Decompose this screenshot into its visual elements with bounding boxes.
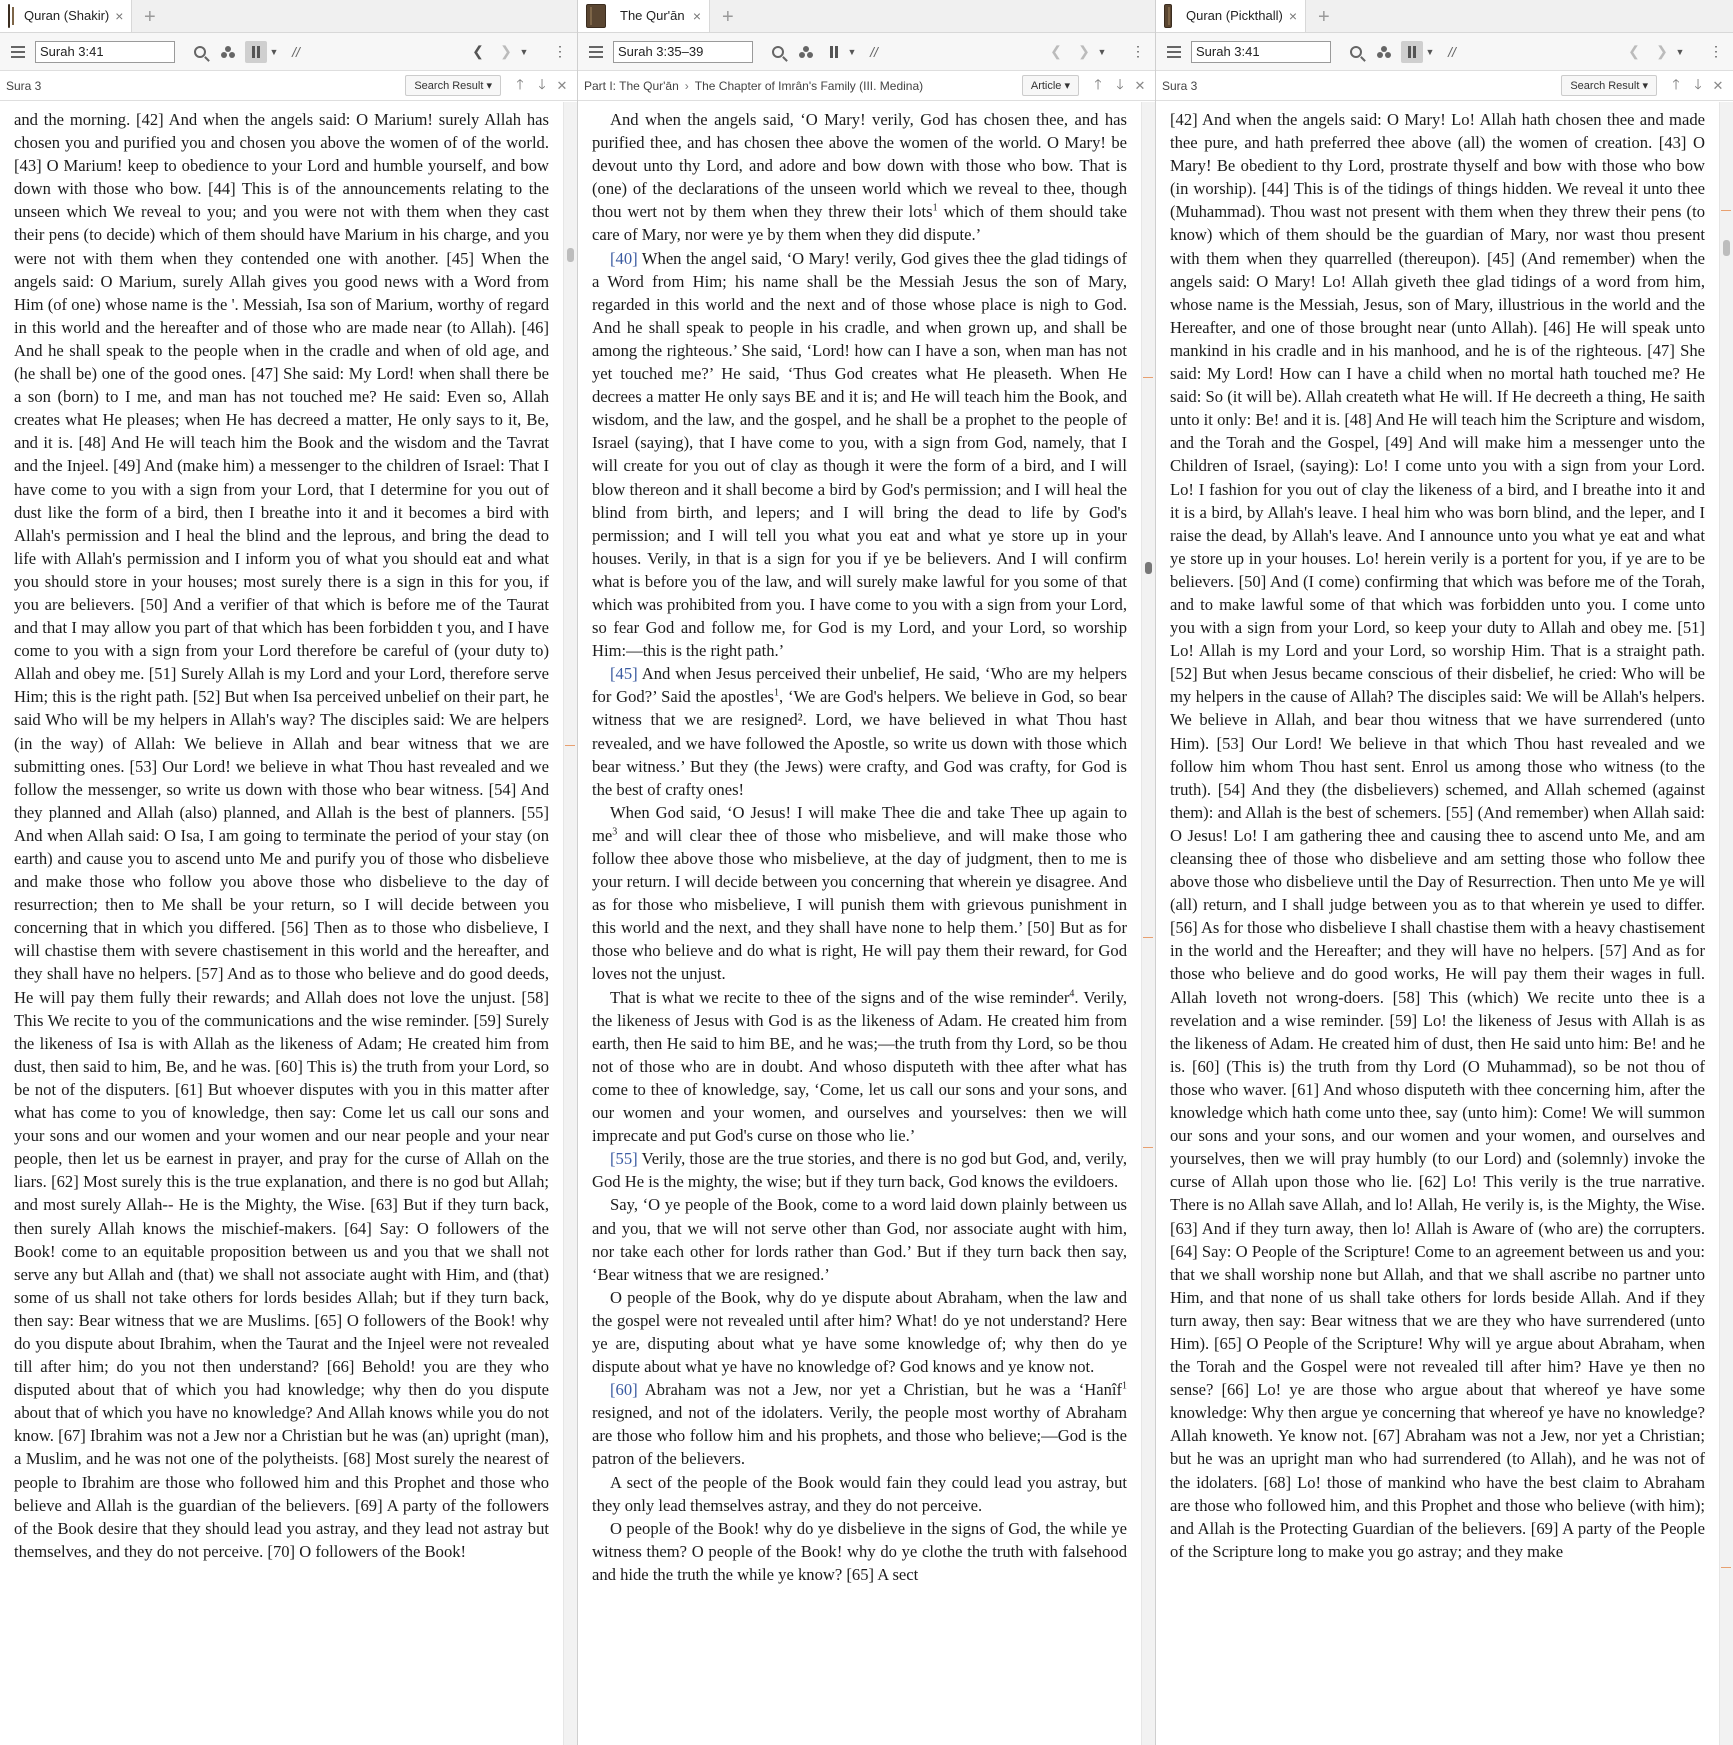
vertical-scrollbar[interactable]	[1719, 102, 1733, 1745]
close-panel-icon[interactable]: ✕	[1134, 77, 1146, 93]
location-label: Sura 3	[6, 78, 42, 93]
forward-arrow-icon[interactable]: ❯	[1078, 43, 1090, 59]
down-arrow-icon[interactable]: 🡓	[1116, 75, 1124, 92]
tab-quran-shakir[interactable]	[0, 0, 132, 32]
forward-arrow-icon[interactable]: ❯	[500, 43, 512, 59]
footnote-marker[interactable]: 3	[612, 826, 618, 838]
book-icon	[1164, 4, 1172, 28]
scroll-marker	[1143, 1147, 1153, 1148]
columns-dropdown-icon[interactable]: ▼	[1425, 46, 1435, 57]
tab-strip	[0, 0, 577, 33]
up-arrow-icon[interactable]: 🡑	[1094, 75, 1102, 92]
columns-button[interactable]	[823, 41, 845, 63]
scripture-paragraph	[592, 1286, 1127, 1378]
history-dropdown-icon[interactable]: ▼	[1675, 46, 1685, 57]
people-icon	[799, 46, 813, 58]
menu-icon[interactable]	[1167, 46, 1181, 58]
paragraph-text-continued: . Verily, the likeness of Jesus with God is as the likeness of Adam. He created him from earth, then He said to him BE, and he was;—the truth from thy Lord, so be thou not of those who are in doubt. And whoso disputeth with thee after what has come to thee of knowledge, say, ‘Come, let us call our sons and your sons, and our women and your women, and ourselves and yourselves: then we will imprecate and put God's curse on those who lie.’	[592, 987, 1127, 1146]
reference-input[interactable]	[35, 41, 175, 63]
back-arrow-icon[interactable]: ❮	[1050, 43, 1062, 59]
breadcrumb-chapter[interactable]: The Chapter of Imrân's Family (III. Medina)	[694, 78, 924, 93]
tab-close-icon[interactable]: ×	[115, 7, 124, 24]
search-button[interactable]	[189, 41, 211, 63]
tab-label: The Qur'ān	[620, 8, 685, 23]
columns-icon	[252, 46, 260, 58]
scroll-marker	[1721, 1567, 1731, 1568]
history-dropdown-icon[interactable]: ▼	[1097, 46, 1107, 57]
paragraph-text-continued: , ‘We are God's helpers. We believe in God, so bear witness that we are resigned². Lord, we have believed in what Thou hast revealed, and we have followed the Apostle, so write us down with those which bear witness.’ But they (the Jews) were crafty, and God was crafty, for God is the best of crafty ones!	[592, 687, 1128, 799]
menu-icon[interactable]	[589, 46, 603, 58]
verse-number-link[interactable]: [45]	[610, 664, 638, 684]
breadcrumb-separator-icon: ›	[684, 78, 689, 93]
search-icon	[194, 46, 206, 58]
people-button[interactable]	[1373, 41, 1395, 63]
people-icon	[1377, 46, 1391, 58]
reference-input[interactable]	[1191, 41, 1331, 63]
scripture-paragraph	[592, 1147, 1127, 1193]
footnote-marker[interactable]: 1	[774, 687, 780, 699]
back-arrow-icon[interactable]: ❮	[1628, 43, 1640, 59]
reference-input[interactable]	[613, 41, 753, 63]
scroll-marker	[1721, 210, 1731, 211]
more-options-icon[interactable]: ⋮	[553, 43, 567, 59]
more-options-icon[interactable]: ⋮	[1709, 43, 1723, 59]
columns-icon	[1408, 46, 1416, 58]
paragraph-text: A sect of the people of the Book would fain they could lead you astray, but they only lead themselves astray, and they do not perceive.	[592, 1472, 1127, 1515]
close-panel-icon[interactable]: ✕	[1712, 77, 1724, 93]
tab-close-icon[interactable]: ×	[692, 7, 701, 24]
search-icon	[1350, 46, 1362, 58]
toolbar	[578, 33, 1155, 71]
article-dropdown[interactable]: Article ▾	[1022, 75, 1079, 96]
text-view[interactable]	[0, 102, 563, 1745]
link-icon[interactable]: //	[292, 43, 300, 60]
tab-strip	[578, 0, 1155, 33]
book-icon	[8, 4, 10, 28]
scrollbar-thumb[interactable]	[1145, 562, 1152, 574]
search-result-dropdown[interactable]: Search Result ▾	[405, 75, 501, 96]
paragraph-text: O people of the Book! why do ye disbelieve in the signs of God, the while ye witness them? O people of the Book! why do ye clothe the truth with falsehood and hide the truth the while ye know? [65] A sect	[592, 1518, 1127, 1584]
paragraph-text: When the angel said, ‘O Mary! verily, God gives thee the glad tidings of a Word from Him; his name shall be the Messiah Jesus the son of Mary, regarded in this world and the next and of those whose place is nigh to God. And he shall speak to people in his cradle, and when grown up, and shall be among the righteous.’ She said, ‘Lord! how can I have a son, when man has not yet touched me?’ He said, ‘Thus God creates what He pleaseth. When He decrees a matter He only says BE and it is; and He will teach him the Book, and wisdom, and the law, and the gospel, and he shall be a prophet to the people of Israel (saying), that I have come to you, with a sign from God, namely, that I will create for you out of clay as though it were the form of a bird, and I will blow thereon and it shall become a bird by God's permission; and I will heal the blind from birth, and lepers; and I will bring the dead to life by God's permission; and I will tell you what you eat and what ye store up in your houses. Verily, in that is a sign for you if ye be believers. And I will confirm what is before you of the law, and will surely make lawful for you some of that which was prohibited from you. I have come to you with a sign from your Lord, so fear God and follow me, for God is my Lord, and your Lord, so worship Him:—this is the right path.’	[592, 248, 1127, 661]
forward-arrow-icon[interactable]: ❯	[1656, 43, 1668, 59]
tab-label: Quran (Shakir)	[24, 8, 110, 23]
paragraph-text: And when Jesus perceived their unbelief, He said, ‘Who are my helpers for God?’ Said the apostles	[592, 664, 1127, 707]
scripture-paragraph	[592, 1193, 1127, 1285]
paragraph-text: O people of the Book, why do ye dispute about Abraham, when the law and the gospel were not revealed until after him? What! do ye not understand? Here ye are, disputing about what ye have some knowledge of; why then do ye dispute about what ye have no knowledge of? God knows and ye know not.	[592, 1287, 1127, 1377]
search-button[interactable]	[1345, 41, 1367, 63]
tab-quran-pickthall[interactable]	[1156, 0, 1306, 32]
people-button[interactable]	[795, 41, 817, 63]
tab-strip	[1156, 0, 1733, 33]
new-tab-button[interactable]: +	[144, 6, 156, 28]
down-arrow-icon[interactable]: 🡓	[538, 75, 546, 92]
tab-the-quran[interactable]	[578, 0, 710, 32]
location-label: Sura 3	[1162, 78, 1198, 93]
toolbar	[0, 33, 577, 71]
scrollbar-thumb[interactable]	[1723, 240, 1730, 256]
columns-button[interactable]	[245, 41, 267, 63]
nav-bar	[1156, 71, 1733, 101]
history-dropdown-icon[interactable]: ▼	[519, 46, 529, 57]
more-options-icon[interactable]: ⋮	[1131, 43, 1145, 59]
columns-button[interactable]	[1401, 41, 1423, 63]
paragraph-text-continued: and will clear thee of those who misbelieve, and will make those who follow thee above those who misbelieve, at the day of judgment, then to me is your return. I will decide between you concerning that wherein ye disagree. And as for those who misbelieve, I will punish them with grievous punishment in this world and the next, and they shall have none to help them.’ [50] But as for those who believe and do what is right, He will pay them their reward, for God loves not the unjust.	[592, 825, 1127, 984]
scrollbar-thumb[interactable]	[567, 248, 574, 262]
scroll-marker	[1143, 377, 1153, 378]
paragraph-text: Verily, those are the true stories, and there is no god but God, and, verily, God He is the mighty, the wise; but if they turn back, God knows the evildoers.	[592, 1149, 1127, 1192]
paragraph-text: That is what we recite to thee of the signs and of the wise reminder	[610, 987, 1070, 1007]
scripture-paragraph	[592, 986, 1127, 1148]
vertical-scrollbar[interactable]	[1141, 102, 1155, 1745]
scripture-paragraph	[592, 1517, 1127, 1586]
down-arrow-icon[interactable]: 🡓	[1694, 75, 1702, 92]
paragraph-text: Say, ‘O ye people of the Book, come to a word laid down plainly between us and you, that we will not serve other than God, nor associate aught with him, nor take each other for lords rather than God.’ But if they turn back then say, ‘Bear witness that we are resigned.’	[592, 1195, 1127, 1284]
link-icon[interactable]: //	[870, 43, 878, 60]
scripture-paragraph	[592, 1471, 1127, 1517]
footnote-marker[interactable]: 4	[1069, 988, 1075, 1000]
pane-pickthall	[1156, 0, 1733, 1745]
scroll-marker	[565, 745, 575, 746]
nav-bar	[0, 71, 577, 101]
columns-dropdown-icon[interactable]: ▼	[269, 46, 279, 57]
paragraph-text: When God said, ‘O Jesus! I will make Thee die and take Thee up again to me	[592, 802, 1127, 845]
scroll-marker	[1143, 937, 1153, 938]
search-icon	[772, 46, 784, 58]
scripture-paragraph	[592, 662, 1127, 801]
verse-number-link[interactable]: [60]	[610, 1380, 638, 1400]
breadcrumb-part[interactable]: Part I: The Qur'ān	[584, 78, 679, 93]
paragraph-text: Abraham was not a Jew, nor yet a Christian, but he was a ‘Hanîf	[637, 1380, 1122, 1400]
up-arrow-icon[interactable]: 🡑	[516, 75, 524, 92]
verse-number-link[interactable]: [55]	[610, 1149, 638, 1169]
search-result-dropdown[interactable]: Search Result ▾	[1561, 75, 1657, 96]
scripture-paragraph	[592, 801, 1127, 986]
verse-number-link[interactable]: [40]	[610, 248, 638, 268]
search-button[interactable]	[767, 41, 789, 63]
footnote-marker[interactable]: 1	[932, 202, 938, 214]
new-tab-button[interactable]: +	[722, 6, 734, 28]
pane-shakir	[0, 0, 578, 1745]
toolbar	[1156, 33, 1733, 71]
scripture-text: [42] And when the angels said: O Mary! Lo! Allah hath chosen thee and made thee pure, and hath preferred thee above (all) the women of creation. [43] O Mary! Be obedient to thy Lord, prostrate thyself and bow with those who bow (in worship). [44] This is of the tidings of things hidden. We reveal it unto thee (Muhammad). Thou wast not present with them when they threw their pens (to know) which of them should be the guardian of Mary, nor wast thou present with them when they quarrelled (thereupon). [45] (And remember) when the angels said: O Mary! Lo! Allah giveth thee glad tidings of a word from him, whose name is the Messiah, Jesus, son of Mary, illustrious in the world and the Hereafter, and one of those brought near (unto Allah). [46] He will speak unto mankind in his cradle and in his manhood, and he is of the righteous. [47] She said: My Lord! How can I have a child when no mortal hath touched me? He said: So (it will be). Allah createth what He will. If He decreeth a thing, He saith unto it only: Be! and it is. [48] And He will teach him the Scripture and wisdom, and the Torah and the Gospel, [49] And will make him a messenger unto the Children of Israel, (saying): Lo! I come unto you with a sign from your Lord. Lo! I fashion for you out of clay the likeness of a bird, and I breathe into it and it is a bird, by Allah's leave. I heal him who was born blind, and the leper, and I raise the dead, by Allah's leave. And I announce unto you what ye eat and what ye store up in your houses. Lo! herein verily is a portent for you, if ye are to be believers. [50] And (I come) confirming that which was before me of the Torah, and to make lawful some of that which was forbidden unto you. I come unto you with a sign from your Lord, so keep your duty to Allah and obey me. [51] Lo! Allah is my Lord and your Lord, so worship Him. That is a straight path. [52] But when Jesus became conscious of their disbelief, he cried: Who will be my helpers in the cause of Allah? The disciples said: We will be Allah's helpers. We believe in Allah, and bear thou witness that we have surrendered (unto Him). [53] Our Lord! We believe in that which Thou hast revealed and we follow him whom Thou hast sent. Enrol us among those who witness (to the truth). [54] And they (the disbelievers) schemed, and Allah schemed (against them): and Allah is the best of schemers. [55] (And remember) when Allah said: O Jesus! Lo! I am gathering thee and causing thee to ascend unto Me, and am cleansing thee of those who disbelieve and am setting those who follow thee above those who disbelieve until the Day of Resurrection. Then unto Me ye will (all) return, and I shall judge between you as to that wherein ye used to differ. [56] As for those who disbelieve I shall chastise them with a heavy chastisement in the world and the Hereafter; and they will have no helpers. [57] And as for those who believe and do good works, He will pay them their wages in full. Allah loveth not wrong-doers. [58] This (which) We recite unto thee is a revelation and a wise reminder. [59] Lo! the likeness of Jesus with Allah is as the likeness of Adam. He created him of dust, then He said unto him: Be! and he is. [60] (This is) the truth from thy Lord (O Muhammad), so be not thou of those who waver. [61] And whoso disputeth with thee concerning him, after the knowledge which hath come unto thee, say (unto him): Come! We will summon our sons and your sons, and our women and your women, and ourselves and yourselves, then we will pray humbly (to our Lord) and (solemnly) invoke the curse of Allah upon those who lie. [62] Lo! This verily is the true narrative. There is no Allah save Allah, and lo! Allah, He verily is, is the Mighty, the Wise. [63] And if they turn away, then lo! Allah is Aware of (who are) the corrupters. [64] Say: O People of the Scripture! Come to an agreement between us and you: that we shall worship none but Allah, and that we shall ascribe no partner unto Him, and that none of us shall take others for lords beside Allah. And if they turn away, then say: Bear witness that we are they who have surrendered (unto Him). [65] O People of the Scripture! Why will ye argue about Abraham, when the Torah and the Gospel were not revealed till after him? Have ye then no sense? [66] Lo! ye are those who argue about that whereof ye have some knowledge: Why then argue ye concerning that whereof ye have no knowledge? Allah knoweth. Ye know not. [67] Abraham was not a Jew, nor yet a Christian; but he was an upright man who had surrendered (to Allah), and he was not of the idolaters. [68] Lo! those of mankind who have the best claim to Abraham are those who followed him, and this Prophet and those who believe (with him); and Allah is the Protecting Guardian of the believers. [69] A party of the People of the Scripture long to make you go astray; and they make	[1170, 110, 1705, 1561]
footnote-marker[interactable]: 1	[1122, 1380, 1127, 1392]
people-button[interactable]	[217, 41, 239, 63]
text-view[interactable]	[578, 102, 1141, 1745]
tab-close-icon[interactable]: ×	[1288, 7, 1297, 24]
tab-label: Quran (Pickthall)	[1186, 8, 1283, 23]
paragraph-text-continued: resigned, and not of the idolaters. Verily, the people most worthy of Abraham are those who follow him and his prophets, and those who believe;—God is the patron of the believers.	[592, 1403, 1127, 1469]
vertical-scrollbar[interactable]	[563, 102, 577, 1745]
columns-icon	[830, 46, 838, 58]
scripture-paragraph	[592, 1378, 1127, 1470]
book-icon	[586, 4, 606, 28]
pane-the-quran	[578, 0, 1156, 1745]
link-icon[interactable]: //	[1448, 43, 1456, 60]
people-icon	[221, 46, 235, 58]
paragraph-text-continued: which of them should take care of Mary, nor were ye by them when they did dispute.’	[592, 202, 1127, 245]
scripture-text: and the morning. [42] And when the angels said: O Marium! surely Allah has chosen you and purified you and chosen you above the women of of the world. [43] O Marium! keep to obedience to your Lord and humble yourself, and bow down with those who bow. [44] This is of the announcements relating to the unseen which We reveal to you; and you were not with them when they cast their pens (to decide) which of them should have Marium in his charge, and you were not with them when they contended one with another. [45] When the angels said: O Marium, surely Allah gives you good news with a Word from Him (of one) whose name is the '. Messiah, Isa son of Marium, worthy of regard in this world and the hereafter and of those who are made near (to Allah). [46] And he shall speak to the people when in the cradle and when of old age, and (he shall be) one of the good ones. [47] She said: My Lord! when shall there be a son (born) to I me, and man has not touched me? He said: Even so, Allah creates what He pleases; when He has decreed a matter, He only says to it, Be, and it is. [48] And He will teach him the Book and the wisdom and the Tavrat and the Injeel. [49] And (make him) a messenger to the children of Israel: That I have come to you with a sign from your Lord, that I determine for you out of dust like the form of a bird, then I breathe into it and it becomes a bird with Allah's permission and I heal the blind and the leprous, and bring the dead to life with Allah's permission and I inform you of what you should eat and what you should store in your houses; most surely there is a sign in this for you, if you are believers. [50] And a verifier of that which is before me of the Taurat and that I may allow you part of that which has been forbidden t you, and I have come to you with a sign from your Lord therefore be careful of (your duty to) Allah and obey me. [51] Surely Allah is my Lord and your Lord, therefore serve Him; this is the right path. [52] But when Isa perceived unbelief on their part, he said Who will be my helpers in Allah's way? The disciples said: We are helpers (in the way) of Allah: We believe in Allah and bear witness that we are submitting ones. [53] Our Lord! we believe in what Thou hast revealed and we follow the messenger, so write us down with those who bear witness. [54] And they planned and Allah (also) planned, and Allah is the best of planners. [55] And when Allah said: O Isa, I am going to terminate the period of your stay (on earth) and cause you to ascend unto Me and purify you of those who disbelieve and make those who follow you above those who disbelieve to the day of resurrection; then to Me shall be your return, so I will decide between you concerning that in which you differed. [56] Then as to those who disbelieve, I will chastise them with severe chastisement in this world and the hereafter, and they shall have no helpers. [57] And as to those who believe and do good deeds, He will pay them fully their rewards; and Allah does not love the unjust. [58] This We recite to you of the communications and the wise reminder. [59] Surely the likeness of Isa is with Allah as the likeness of Adam; He created him from dust, then said to him, Be, and he was. [60] This is) the truth from your Lord, so be not of the disputers. [61] But whoever disputes with you in this matter after what has come to you of knowledge, then say: Come let us call our sons and your sons and our women and your women and our near people and your near people, then let us be earnest in prayer, and pray for the curse of Allah on the liars. [62] Most surely this is the true explanation, and there is no god but Allah; and most surely Allah-- He is the Mighty, the Wise. [63] But if they turn back, then surely Allah knows the mischief-makers. [64] Say: O followers of the Book! come to an equitable proposition between us and you that we shall not serve any but Allah and (that) we shall not associate aught with Him, and (that) some of us shall not take others for lords besides Allah; but if they turn back, then say: Bear witness that we are Muslims. [65] O followers of the Book! why do you dispute about Ibrahim, when the Taurat and the Injeel were not revealed till after him; do you not then understand? [66] Behold! you are they who disputed about that of which you had knowledge; why then do you dispute about that of which you have no knowledge? And Allah knows while you do not know. [67] Ibrahim was not a Jew nor a Christian but he was (an) upright (man), a Muslim, and he was not one of the polytheists. [68] Most surely the nearest of people to Ibrahim are those who followed him and this Prophet and those who believe and Allah is the guardian of the believers. [69] A party of the followers of the Book desire that they should lead you astray, and they lead not astray but themselves, and they do not perceive. [70] O followers of the Book!	[14, 110, 549, 1561]
columns-dropdown-icon[interactable]: ▼	[847, 46, 857, 57]
nav-bar	[578, 71, 1155, 101]
back-arrow-icon[interactable]: ❮	[472, 43, 484, 59]
scripture-paragraph	[592, 108, 1127, 247]
scripture-paragraph	[592, 247, 1127, 663]
up-arrow-icon[interactable]: 🡑	[1672, 75, 1680, 92]
close-panel-icon[interactable]: ✕	[556, 77, 568, 93]
text-view[interactable]	[1156, 102, 1719, 1745]
paragraph-text: And when the angels said, ‘O Mary! verily, God has chosen thee, and has purified thee, and has chosen thee above the women of the world. O Mary! be devout unto thy Lord, and adore and bow down with those who bow. That is (one) of the declarations of the unseen world which we reveal to thee, though thou wert not by them when they threw their lots	[592, 110, 1127, 222]
menu-icon[interactable]	[11, 46, 25, 58]
new-tab-button[interactable]: +	[1318, 6, 1330, 28]
